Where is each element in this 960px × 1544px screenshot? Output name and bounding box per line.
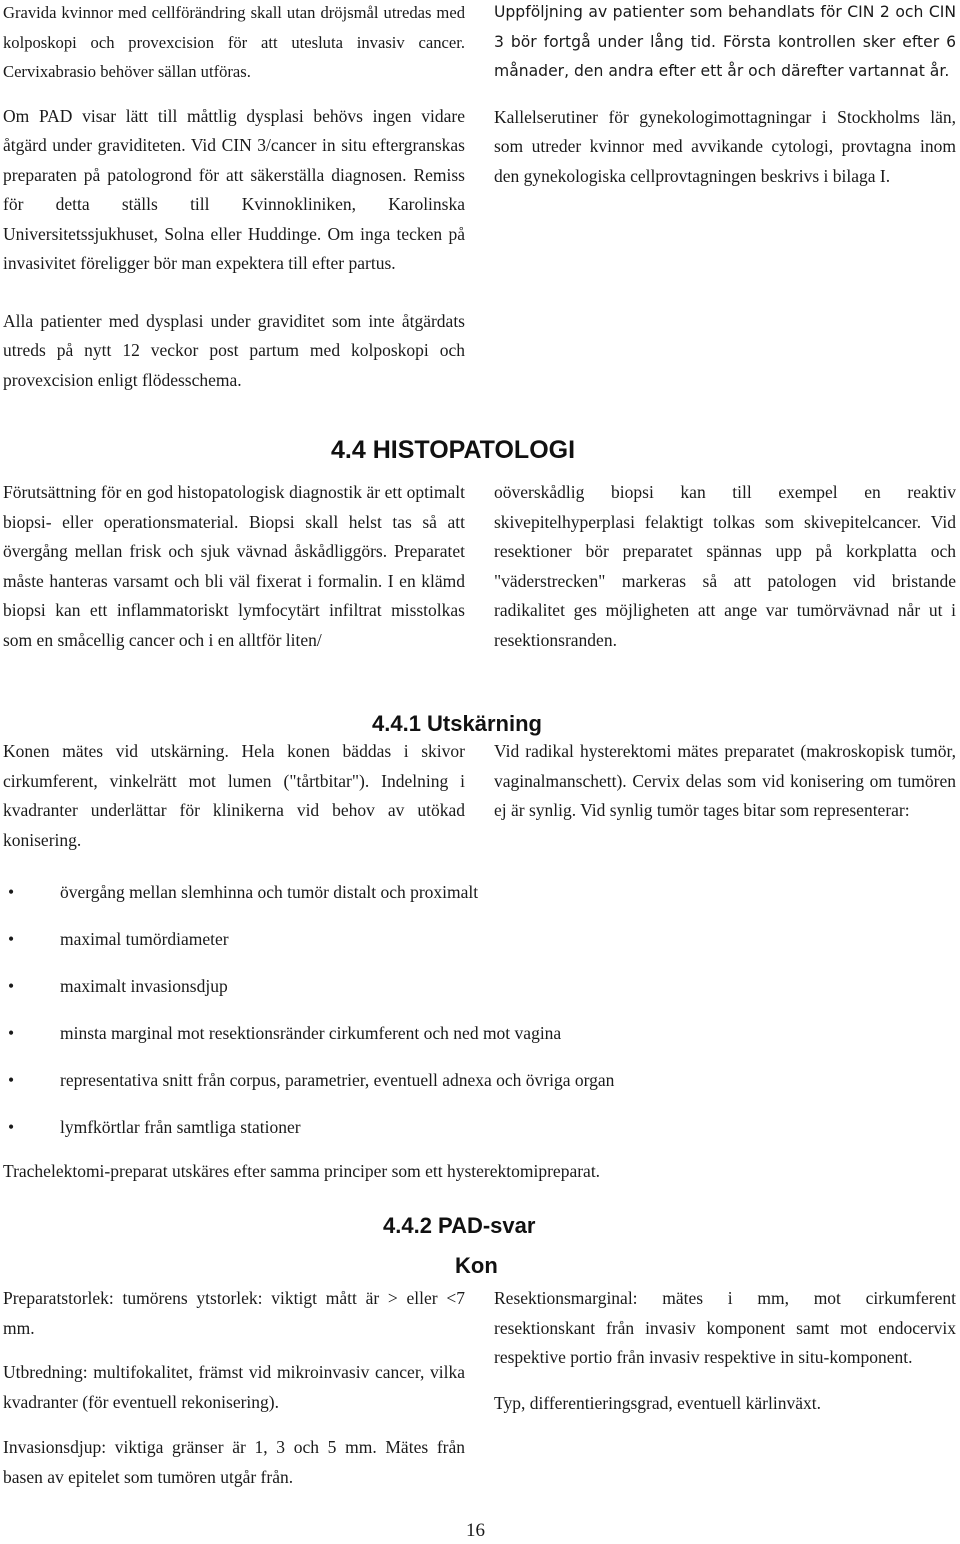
bullet-icon: • <box>8 1023 15 1043</box>
pad-dysplasia-paragraph: Om PAD visar lätt till måttlig dysplasi behövs ingen vidare åtgärd under graviditeten. Vid CIN 3/cancer in situ eftergranskas preparaten på patologrond för att säkerställa diagnosen. Remiss för detta ställs till Kvinnokliniken, Karolinska Universitetssjukhuset, Solna eller Huddinge. Om inga tecken på invasivitet föreligger bör man expektera till efter partus. <box>3 105 465 273</box>
utskarning-right-column <box>494 737 956 826</box>
list-item: • övergång mellan slemhinna och tumör distalt och proximalt <box>8 877 908 924</box>
specimen-bullet-list <box>8 877 908 1159</box>
preparatstorlek-paragraph: Preparatstorlek: tumörens ytstorlek: viktigt mått är > eller <7 mm. <box>3 1288 465 1338</box>
pregnancy-paragraph: Gravida kvinnor med cellförändring skall utan dröjsmål utredas med kolposkopi och provexcision för att utesluta invasiv cancer. Cervixabrasio behöver sällan utföras. <box>3 3 465 81</box>
top-right-column <box>494 0 956 191</box>
pad-svar-right-column <box>494 1284 956 1418</box>
section-heading-histopatologi: 4.4 HISTOPATOLOGI <box>331 436 576 464</box>
subheading-kon: Kon <box>455 1253 498 1278</box>
histopatologi-right-column <box>494 478 956 655</box>
bullet-icon: • <box>8 976 15 996</box>
invasionsdjup-paragraph: Invasionsdjup: viktiga gränser är 1, 3 och 5 mm. Mätes från basen av epitelet som tumören utgår från. <box>3 1437 465 1487</box>
histopatologi-right-paragraph: oöverskådlig biopsi kan till exempel en reaktiv skivepitelhyperplasi felaktigt tolkas som skivepitelcancer. Vid resektioner bör preparatet spännas upp på korkplatta och "väderstrecken" markeras så att patologen vid bristande radikalitet ges möjligheten att ange var tumörvävnad når ut i resektionsranden. <box>494 482 956 650</box>
section-heading-utskarning: 4.4.1 Utskärning <box>372 711 542 736</box>
followup-paragraph: Uppföljning av patienter som behandlats för CIN 2 och CIN 3 bör fortgå under lång tid. Första kontrollen sker efter 6 månader, den andra efter ett år och därefter vartannat år. <box>494 3 956 80</box>
list-item: • minsta marginal mot resektionsränder cirkumferent och ned mot vagina <box>8 1018 908 1065</box>
histopatologi-left-column <box>3 478 465 655</box>
bullet-icon: • <box>8 882 15 902</box>
bullet-icon: • <box>8 1117 15 1137</box>
utbredning-paragraph: Utbredning: multifokalitet, främst vid mikroinvasiv cancer, vilka kvadranter (för eventuell rekonisering). <box>3 1362 465 1412</box>
top-left-column <box>3 0 465 395</box>
list-item: • maximal tumördiameter <box>8 924 908 971</box>
list-item: • representativa snitt från corpus, parametrier, eventuell adnexa och övriga organ <box>8 1065 908 1112</box>
list-item: • lymfkörtlar från samtliga stationer <box>8 1112 908 1159</box>
utskarning-left-column <box>3 737 465 855</box>
postpartum-paragraph: Alla patienter med dysplasi under graviditet som inte åtgärdats utreds på nytt 12 veckor post partum med kolposkopi och provexcision enligt flödesschema. <box>3 310 465 390</box>
bullet-icon: • <box>8 929 15 949</box>
list-item: • maximalt invasionsdjup <box>8 971 908 1018</box>
histopatologi-left-paragraph: Förutsättning för en god histopatologisk diagnostik är ett optimalt biopsi- eller operationsmaterial. Biopsi skall helst tas så att övergång mellan frisk och sjuk vävnad åskådliggörs. Preparatet måste hanteras varsamt och bli väl fixerat i formalin. I en klämd biopsi kan ett inflammatoriskt lymfocytärt infiltrat misstolkas som en småcellig cancer och i en alltför liten/ <box>3 482 465 650</box>
section-heading-pad-svar: 4.4.2 PAD-svar <box>383 1213 536 1238</box>
pad-svar-left-column <box>3 1284 465 1492</box>
utskarning-left-paragraph: Konen mätes vid utskärning. Hela konen bäddas i skivor cirkumferent, vinkelrätt mot lumen ("tårtbitar"). Indelning i kvadranter underlättar för klinikerna vid behov av utökad konisering. <box>3 741 465 850</box>
page-number: 16 <box>466 1520 485 1541</box>
routines-paragraph: Kallelserutiner för gynekologimottagningar i Stockholms län, som utreder kvinnor med avvikande cytologi, provtagna inom den gynekologiska cellprovtagningen beskrivs i bilaga I. <box>494 106 956 186</box>
typ-paragraph: Typ, differentieringsgrad, eventuell kärlinväxt. <box>494 1392 821 1413</box>
resektionsmarginal-paragraph: Resektionsmarginal: mätes i mm, mot cirkumferent resektionskant från invasiv komponent samt mot endocervix respektive portio från invasiv respektive in situ-komponent. <box>494 1288 956 1367</box>
utskarning-right-paragraph: Vid radikal hysterektomi mätes preparatet (makroskopisk tumör, vaginalmanschett). Cervix delas som vid konisering om tumören ej är synlig. Vid synlig tumör tages bitar som representerar: <box>494 741 956 820</box>
trachelektomi-paragraph: Trachelektomi-preparat utskäres efter samma principer som ett hysterektomipreparat. <box>3 1161 601 1181</box>
bullet-icon: • <box>8 1070 15 1090</box>
